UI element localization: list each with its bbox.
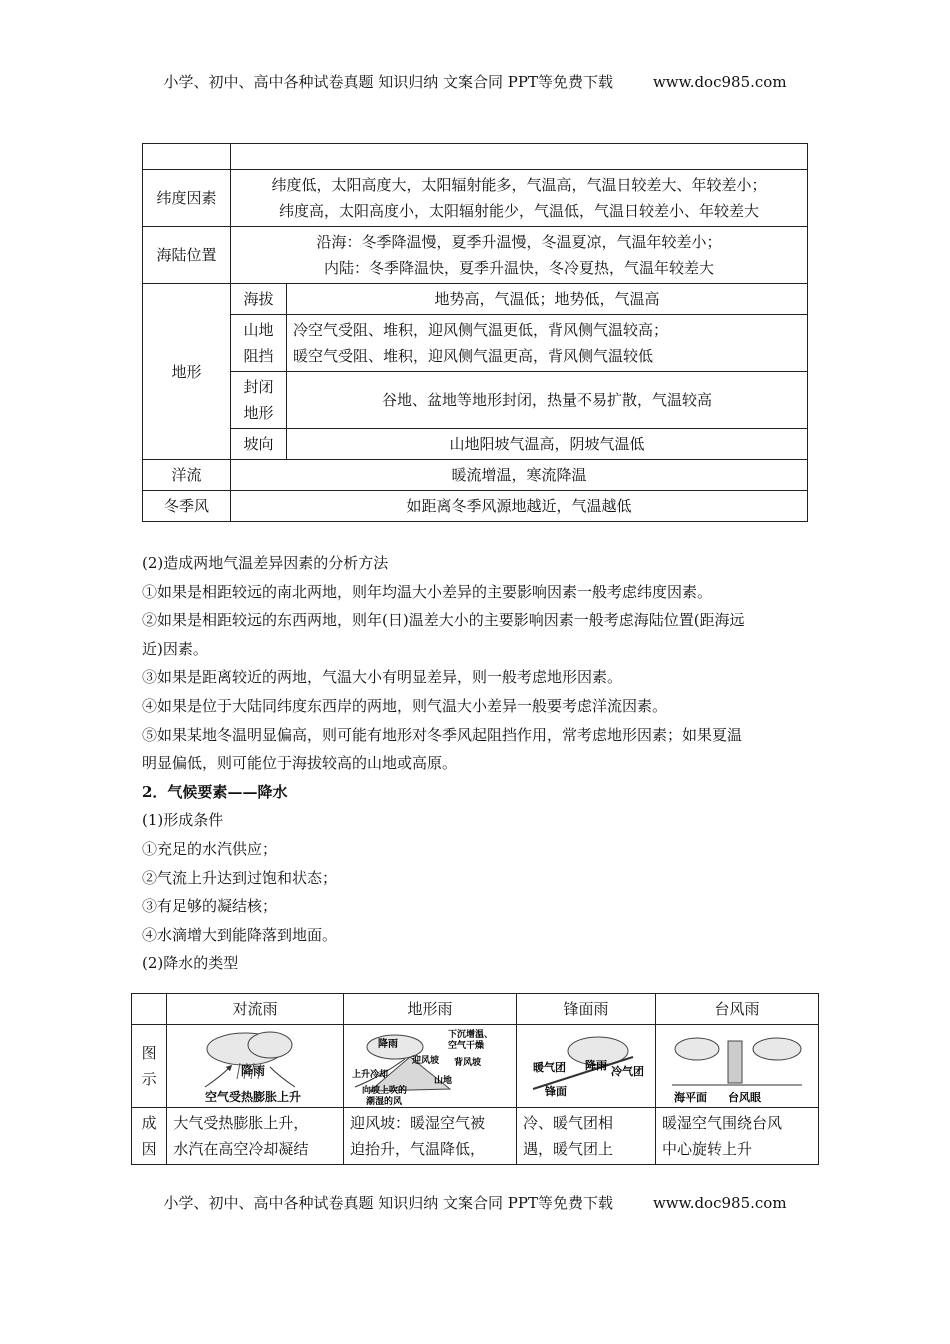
content-section bbox=[142, 549, 812, 978]
row-label: 冬季风 bbox=[143, 491, 231, 522]
table-row: 封闭 地形 谷地、盆地等地形封闭，热量不易扩散，气温较高 bbox=[143, 372, 808, 429]
paragraph: ④如果是位于大陆同纬度东西岸的两地，则气温大小差异一般要考虑洋流因素。 bbox=[142, 696, 668, 715]
table-row bbox=[132, 994, 819, 1025]
table-row: 山地 阻挡 冷空气受阻、堆积，迎风侧气温更低，背风侧气温较高； 暖空气受阻、堆积，迎风侧气温更高，背风侧气温较低 bbox=[143, 315, 808, 372]
svg-text:背风坡: 背风坡 bbox=[453, 1058, 481, 1068]
paragraph: ①如果是相距较远的南北两地，则年均温大小差异的主要影响因素一般考虑纬度因素。 bbox=[142, 582, 713, 601]
svg-text:降雨: 降雨 bbox=[377, 1039, 398, 1050]
paragraph: 明显偏低，则可能位于海拔较高的山地或高原。 bbox=[142, 754, 458, 773]
svg-text:向坡上吹的: 向坡上吹的 bbox=[361, 1086, 407, 1096]
svg-text:台风眼: 台风眼 bbox=[728, 1091, 761, 1104]
svg-text:潮湿的风: 潮湿的风 bbox=[365, 1097, 402, 1105]
svg-text:空气受热膨胀上升: 空气受热膨胀上升 bbox=[205, 1090, 302, 1104]
paragraph: 近)因素。 bbox=[142, 639, 208, 658]
orographic-rain-illustration bbox=[343, 1025, 516, 1108]
footer-url[interactable]: www.doc985.com bbox=[652, 1194, 787, 1212]
column-header: 地形雨 bbox=[343, 994, 516, 1025]
svg-text:下沉增温、: 下沉增温、 bbox=[447, 1030, 493, 1040]
column-header: 台风雨 bbox=[656, 994, 819, 1025]
condition-item: ④水滴增大到能降落到地面。 bbox=[142, 925, 338, 944]
table-row: 地形 海拔 地势高，气温低；地势低，气温高 bbox=[143, 284, 808, 315]
table-row: 坡向 山地阳坡气温高，阴坡气温低 bbox=[143, 429, 808, 460]
page-footer bbox=[0, 1192, 950, 1213]
section-heading: 2．气候要素——降水 bbox=[142, 782, 288, 801]
convective-rain-illustration bbox=[167, 1025, 344, 1108]
table-row: 洋流 暖流增温，寒流降温 bbox=[143, 460, 808, 491]
table-row: 海陆位置 沿海：冬季降温慢，夏季升温慢，冬温夏凉，气温年较差小； 内陆：冬季降温快，夏季升温快，冬冷夏热，气温年较差大 bbox=[143, 227, 808, 284]
svg-text:山地: 山地 bbox=[433, 1076, 452, 1086]
svg-text:空气干燥: 空气干燥 bbox=[447, 1041, 484, 1051]
svg-text:海平面: 海平面 bbox=[674, 1091, 707, 1104]
table-row: 成 因 大气受热膨胀上升， 水汽在高空冷却凝结 迎风坡：暖湿空气被 迫抬升，气温降低， 冷、暖气团相 遇，暖气团上 暖湿空气围绕台风 中心旋转上升 bbox=[132, 1108, 819, 1165]
column-header: 锋面雨 bbox=[516, 994, 655, 1025]
svg-text:锋面: 锋面 bbox=[544, 1085, 567, 1098]
paragraph: ③如果是距离较近的两地，气温大小有明显差异，则一般考虑地形因素。 bbox=[142, 668, 623, 687]
page-header bbox=[0, 71, 950, 92]
header-text: 小学、初中、高中各种试卷真题 知识归纳 文案合同 PPT等免费下载 bbox=[163, 73, 613, 91]
frontal-rain-illustration bbox=[516, 1025, 655, 1108]
row-label: 纬度因素 bbox=[143, 170, 231, 227]
paragraph: ⑤如果某地冬温明显偏高，则可能有地形对冬季风起阻挡作用，常考虑地形因素；如果夏温 bbox=[142, 725, 743, 744]
svg-text:上升冷却: 上升冷却 bbox=[351, 1070, 388, 1080]
temperature-factors-table bbox=[142, 143, 808, 522]
table-row: 图 示 降雨 空气受热膨胀上升 降雨 下沉增温、 空气干燥 背风坡 迎风坡 上升冷却 山地 向坡上吹的 潮湿的风 暖气团 降雨 冷气团 锋面 海平面 台风眼 bbox=[132, 1025, 819, 1108]
footer-text: 小学、初中、高中各种试卷真题 知识归纳 文案合同 PPT等免费下载 bbox=[163, 1194, 613, 1212]
condition-item: ③有足够的凝结核； bbox=[142, 897, 278, 916]
svg-text:迎风坡: 迎风坡 bbox=[411, 1056, 439, 1066]
row-label: 洋流 bbox=[143, 460, 231, 491]
precipitation-types-table bbox=[131, 993, 819, 1165]
svg-text:暖气团: 暖气团 bbox=[532, 1061, 566, 1074]
table-row: 冬季风 如距离冬季风源地越近，气温越低 bbox=[143, 491, 808, 522]
row-label: 地形 bbox=[143, 284, 231, 460]
analysis-title: (2)造成两地气温差异因素的分析方法 bbox=[142, 554, 389, 572]
svg-text:降雨: 降雨 bbox=[241, 1064, 266, 1078]
table-row: 纬度因素 纬度低，太阳高度大，太阳辐射能多，气温高，气温日较差大、年较差小； 纬度高，太阳高度小，太阳辐射能少，气温低，气温日较差小、年较差大 bbox=[143, 170, 808, 227]
condition-item: ①充足的水汽供应； bbox=[142, 839, 278, 858]
svg-text:冷气团: 冷气团 bbox=[610, 1065, 644, 1078]
paragraph: ②如果是相距较远的东西两地，则年(日)温差大小的主要影响因素一般考虑海陆位置(距海远 bbox=[142, 611, 745, 630]
svg-text:降雨: 降雨 bbox=[584, 1059, 607, 1072]
subsection-title: (2)降水的类型 bbox=[142, 954, 239, 973]
condition-item: ②气流上升达到过饱和状态； bbox=[142, 868, 338, 887]
table-row bbox=[143, 144, 808, 170]
typhoon-rain-illustration bbox=[656, 1025, 819, 1108]
row-label: 海陆位置 bbox=[143, 227, 231, 284]
header-url[interactable]: www.doc985.com bbox=[652, 73, 787, 91]
column-header: 对流雨 bbox=[167, 994, 344, 1025]
subsection-title: (1)形成条件 bbox=[142, 811, 224, 830]
